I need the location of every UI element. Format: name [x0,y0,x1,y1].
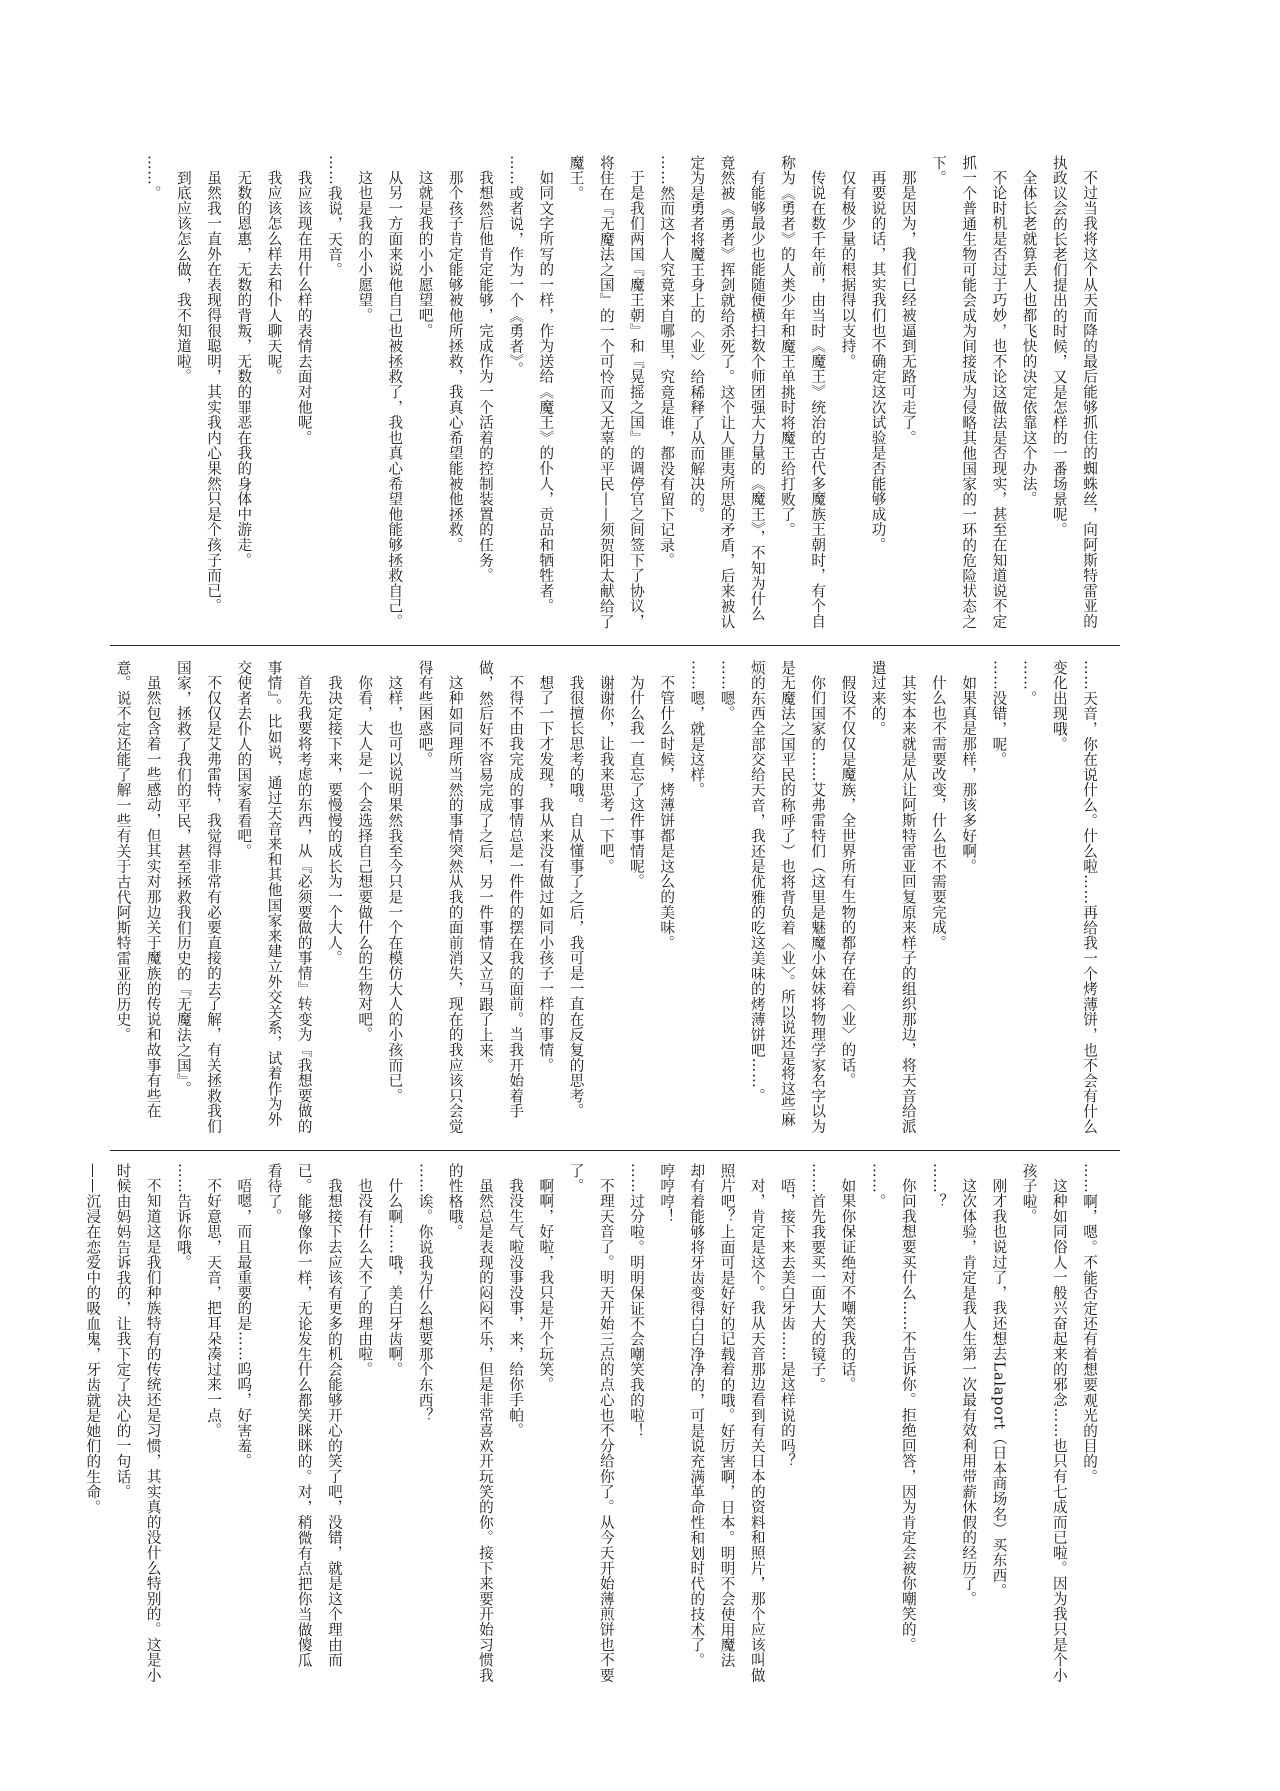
paragraph: ——沉浸在恋爱中的吸血鬼，牙齿就是她们的生命。 [84,1163,102,1515]
paragraph: 于是我们两国『魔王朝』和『晃摇之国』的调停官之间签下了协议，将住在『无魔法之国』的一个可怜而又无辜的平民——须贺阳太献给了魔王。 [567,155,645,630]
paragraph: 有能够最少也能随便横扫数个师团强大力量的《魔王》，不知为什么竟然被《勇者》挥剑就给杀死了。这个让人匪夷所思的矛盾，后来被认定为是勇者将魔王身上的〈业〉给稀释了从而解决的。 [688,155,766,630]
paragraph: ……我说，天音。 [325,155,343,278]
paragraph: 我想然后他肯定能够，完成作为一个活着的控制装置的任务。 [476,169,494,583]
paragraph: 这种如同理所当然的事情突然从我的面前消失，现在的我应该只会觉得有些困惑吧。 [416,660,464,1134]
paragraph: 我决定接下来，要慢慢的成长为一个大人。 [325,674,343,966]
paragraph: 如同文字所写的一样，作为送给《魔王》的仆人，贡品和牺牲者。 [537,169,555,614]
paragraph: 全体长老就算丢人也都飞快的决定依靠这个办法。 [1020,169,1038,507]
paragraph: 不仅仅是艾弗雷特，我觉得非常有必要直接的去了解，有关拯救我们国家，拯救了我们的平民，甚至拯救我们历史的『无魔法之国』。 [174,660,223,1134]
paragraph: 这就是我的小小愿望吧。 [416,169,434,338]
paragraph: ……没错，呢。 [990,660,1008,768]
paragraph: 假设不仅仅是魔族，全世界所有生物的都存在着〈业〉的话。 [839,674,857,1088]
paragraph: 仅有极少量的根据得以支持。 [839,169,857,369]
paragraph: ……啊，嗯。不能否定还有着想要观光的目的。 [1081,1163,1098,1485]
paragraph: 我应该现在用什么样的表情去面对他呢。 [295,169,313,445]
paragraph: ……诶。你说我为什么想要那个东西？ [416,1163,434,1424]
text-band-top [104,155,1104,635]
paragraph: ……告诉你哦。 [174,1163,192,1271]
paragraph: 刚才我也说过了，我还想去Lalaport（日本商场名）买东西。 [990,1177,1008,1598]
paragraph: ……。 [144,155,162,201]
paragraph: 这次体验，肯定是我人生第一次最有效利用带薪休假的经历了。 [960,1177,978,1606]
paragraph: ……。 [1020,660,1038,706]
paragraph: 你看，大人是一个会选择自己想要做什么的生物对吧。 [356,674,374,1042]
paragraph: 虽然包含着一些感动，但其实对那边关于魔族的传说和故事有些在意。说不定还能了解一些有关于古代阿斯特雷亚的历史。 [114,660,162,1119]
paragraph: 不过当我将这个从天而降的最后能够抓住的蜘蛛丝，向阿斯特雷亚的执政议会的长老们提出的时候，又是怎样的一番场景呢。 [1050,155,1098,629]
paragraph: 不理天音了。明天开始三点的点心也不分给你了。从今天开始薄煎饼也不要了。 [567,1163,615,1683]
paragraph: ……或者说，作为一个《勇者》。 [507,155,525,378]
paragraph: 其实本来就是从让阿斯特雷亚回复原来样子的组织那边，将天音给派遣过来的。 [869,660,917,1134]
paragraph: 对，肯定是这个。我从天音那边看到有关日本的资料和照片，那个应该叫做照片吧？上面可是好好的记载着的哦。好厉害啊，日本。明明不会使用魔法却有着能够将牙齿变得白白净净的，可是说充满革命性和划时代的技术了。哼哼哼！ [658,1163,766,1683]
paragraph: 不管什么时候，烤薄饼都是这么的美味。 [658,674,676,950]
paragraph: 我没生气啦没事没事，来，给你手帕。 [507,1177,525,1438]
paragraph: 不得不由我完成的事情总是一件件的摆在我的面前。当我开始着手做，然后好不容易完成了之后，另一件事情又立马跟了上来。 [476,660,525,1119]
paragraph: ……？ [929,1163,947,1209]
paragraph: 从另一方面来说他自己也被拯救了，我也真心希望他能够拯救自己。 [386,169,404,629]
paragraph: 你们国家的……艾弗雷特们（这里是魅魔小妹妹将物理学家名字以为是无魔法之国平民的称呼了）也将背负着〈业〉。所以说还是将这些麻烦的东西全部交给天音，我还是优雅的吃这美味的烤薄饼吧……。 [748,660,827,1134]
paragraph: 再要说的话，其实我们也不确定这次试验是否能够成功。 [869,169,887,553]
paragraph: 如果真是那样，那该多好啊。 [960,674,978,874]
paragraph: ……嗯。 [718,660,736,722]
paragraph: 你问我想要买什么……不告诉你。拒绝回答，因为肯定会被你嘲笑的。 [899,1177,917,1652]
paragraph: ……首先我要买一面大大的镜子。 [809,1163,827,1393]
paragraph: 什么也不需要改变，什么也不需要完成。 [929,674,947,950]
paragraph: ……。 [869,1163,887,1209]
paragraph: 我很擅长思考的哦。自从懂事了之后，我可是一直在反复的思考。 [567,674,585,1119]
paragraph: 啊啊，好啦，我只是开个玩笑。 [537,1177,555,1392]
paragraph: ……过分啦。明明保证不会嘲笑我的啦！ [627,1163,645,1439]
paragraph: 那个孩子肯定能够被他所拯救，我真心希望能被他拯救。 [446,169,464,553]
section-divider [110,1150,1120,1151]
paragraph: 也没有什么大不了的理由啦。 [356,1177,374,1377]
text-band-middle [104,660,1104,1138]
paragraph: 这样，也可以说明果然我至今只是一个在模仿大人的小孩而已。 [386,674,404,1103]
paragraph: 传说在数千年前，由当时《魔王》统治的古代多魔族王朝时，有个自称为《勇者》的人类少年和魔王单挑时将魔王给打败了。 [778,155,827,629]
paragraph: 到底应该怎么做，我不知道啦。 [174,169,192,384]
section-divider [110,645,1120,646]
paragraph: 不好意思，天音，把耳朵凑过来一点。 [205,1177,223,1438]
paragraph: ……天音，你在说什么。什么啦……再给我一个烤薄饼，也不会有什么变化出现哦。 [1050,660,1098,1135]
paragraph: 这种如同俗人一般兴奋起来的邪念……也只有七成而已啦。因为我只是个小孩子啦。 [1020,1163,1068,1683]
paragraph: 这也是我的小小愿望。 [356,169,374,323]
paragraph: 虽然总是表现的闷闷不乐，但是非常喜欢开玩笑的你。接下来要开始习惯我的性格哦。 [446,1163,494,1683]
paragraph: 为什么我一直忘了这件事情呢。 [627,674,645,889]
paragraph: 不论时机是否过于巧妙，也不论这做法是否现实，甚至在知道说不定抓一个普通生物可能会成为间接成为侵略其他国家的一环的危险状态之下。 [929,155,1008,630]
paragraph: 唔，接下来去美白牙齿……是这样说的吗？ [778,1177,796,1469]
paragraph: 不知道这是我们种族特有的传统还是习惯，其实真的没什么特别的。这是小时候由妈妈告诉我的，让我下定了决心的一句话。 [114,1163,162,1683]
paragraph: 什么啊……哦，美白牙齿啊。 [386,1177,404,1377]
text-band-bottom [84,1163,1104,1683]
paragraph: ……嗯，就是这样。 [688,660,706,798]
paragraph: 首先我要将考虑的东西，从『必须要做的事情』转变为『我想要做的事情』。比如说，通过天音来和其他国家来建立外交关系，试着作为外交使者去仆人的国家看看吧。 [235,660,313,1134]
paragraph: 唔嗯，而且最重要的是……呜呜，好害羞。 [235,1177,253,1469]
paragraph: 虽然我一直外在表现得很聪明，其实我内心果然只是个孩子而已。 [205,169,223,614]
paragraph: ……然而这个人究竟来自哪里，究竟是谁，都没有留下记录。 [658,155,676,569]
paragraph: 谢谢你，让我来思考一下吧。 [597,674,615,874]
paragraph: 那是因为，我们已经被逼到无路可走了。 [899,169,917,445]
paragraph: 我应该怎么样去和仆人聊天呢。 [265,169,283,384]
paragraph: 如果你保证绝对不嘲笑我的话。 [839,1177,857,1392]
paragraph: 我想接下去应该有更多的机会能够开心的笑了吧，没错，就是这个理由而已。能够像你一样，无论发生什么都笑眯眯的。对，稍微有点把你当做傻瓜看待了。 [265,1163,343,1668]
paragraph: 无数的恩惠，无数的背叛，无数的罪恶在我的身体中游走。 [235,169,253,568]
paragraph: 想了一下才发现，我从来没有做过如同小孩子一样的事情。 [537,674,555,1073]
